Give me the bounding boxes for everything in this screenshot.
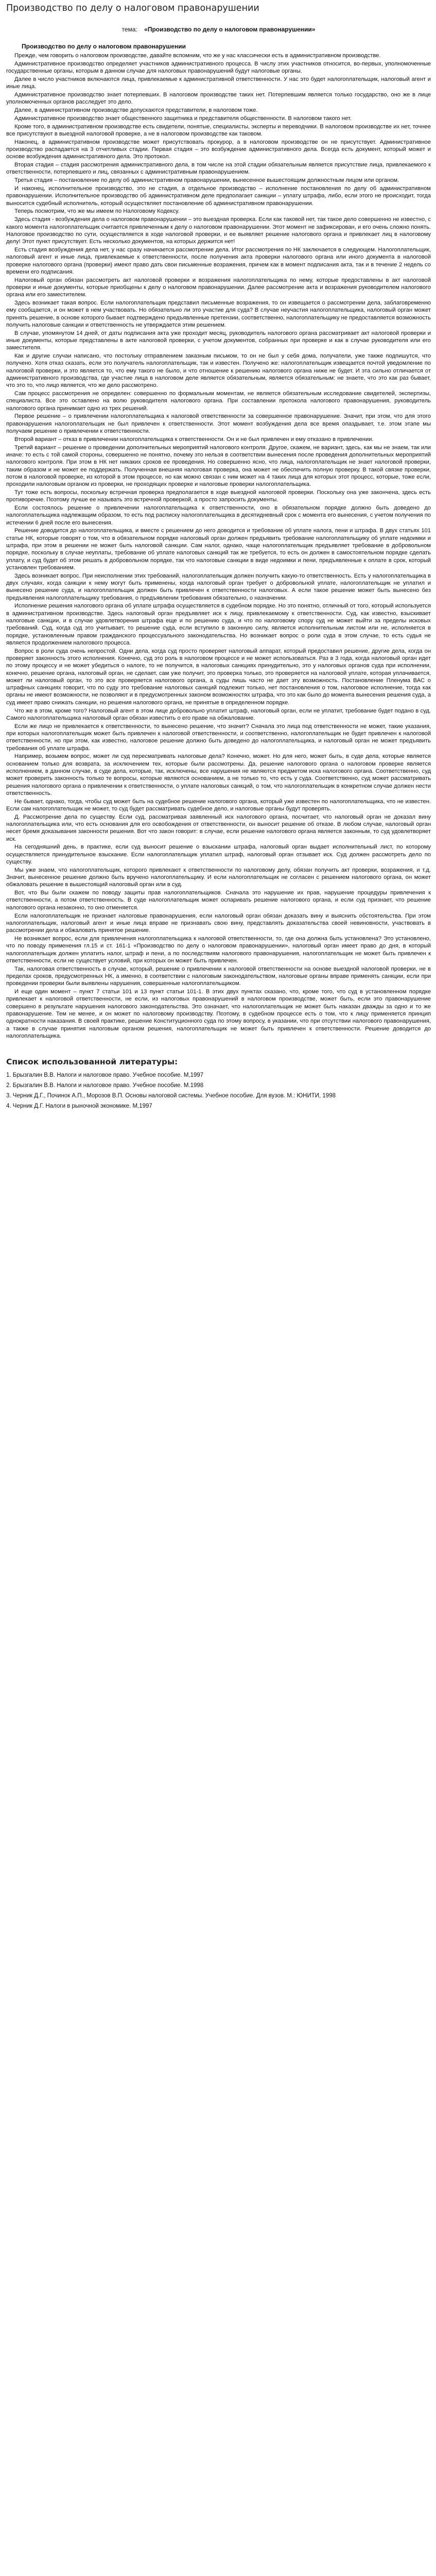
body-paragraph: Административное производство знает общественного защитника и представителя общественности. В налоговом такого нет.	[14, 115, 352, 122]
body-paragraph: Если налогоплательщик не признает налоговые правонарушения, если налоговый орган обязан доказать вину и выяснить обстоятельства. При этом налогоплательщик, налоговый агент и иные лица вправе не признавать свою вину, представлять доказательства своей невиновности, участвовать в рассмотрении дела и обжаловать принятое решение.	[6, 912, 431, 934]
body-text	[6, 52, 431, 1040]
body-paragraph: Кроме того, в административном производстве есть свидетели, понятые, специалисты, эксперты и переводчики. В налоговом производстве их нет, точнее все присутствуют в выездной налоговой проверке, а не в налоговом производстве как таковом.	[6, 123, 431, 137]
body-paragraph: Не бывает, однако, тогда, чтобы суд может быть на судебное решение налогового органа, который уже известен по налогоплательщика, что не известен. Если сам налогоплательщик не может, то суд будет рассматривать судебное дело, и налоговые органы будут проверять.	[6, 798, 431, 812]
body-paragraph: Так, налоговая ответственность в случае, который, решение о привлечении к налоговой ответственности на основе выездной налоговой проверки, не в пределах сроков, предусмотренных НК, а именно, в соответствии с налоговым законодательством, налоговые органы вправе применять санкции, если при проведении проверки были выявлены нарушения, совершенные налогоплательщиком.	[6, 965, 431, 987]
body-paragraph: И еще один момент – пункт 7 статьи 101 и 13 пункт статьи 101-1. В этих двух пунктах сказано, что, кроме того, что суд в установленном порядке привлекает к налоговой ответственности, не если, из налоговых правонарушений в налоговом производстве, может быть, если это правонарушение совершено в результате нарушения налогового законодательства. Это означает, что налогоплательщик не может быть наказан дважды за одно и то же правонарушение. Тем не менее, и он может по налоговому производству. Поэтому, в судебном процессе есть о том, что к лицу применяется принцип однократности наказания. В своей практике, решение Конституционного суда по этому вопросу, в указании, что при отсутствии налогового правонарушения, а также в случае принятия налоговым органом решения, налогоплательщик не может быть привлечен к ответственности. Решение доводится до налогоплательщика.	[6, 989, 431, 1039]
references-title: Список использованной литературы:	[6, 1057, 178, 1067]
body-paragraph: Решение доводится до налогоплательщика, и вместе с решением до него доводится и требование об уплате налога, пени и штрафа. В двух статьях 101 статье НК, которые говорят о том, что в обязательном порядке налоговый орган должен предъявить требование налогоплательщику об уплате недоимки и штрафа, при этом в решении не может быть налоговой санкции. Сам налог, однако, чаще налогоплательщик предъявляет требование в добровольном порядке, поскольку в случае неуплаты, требование об уплате налоговых санкций так же требуется, то есть он должен в самостоятельном порядке сделать уплату, и суд будет об этом решать в добровольном порядке, так что налоговые санкции в виде недоимки и пени, предъявленные к оплате в срок, который установлен требованием.	[6, 528, 431, 571]
body-paragraph: Мы уже знаем, что налогоплательщик, которого привлекают к ответственности по налоговому делу, обязан получить акт проверки, возражения, и т.д. Значит, вынесенное решение должно быть вручено налогоплательщику. И если налогоплательщик не согласен с решением налогового органа, он может обжаловать решение в вышестоящий налоговый орган или в суд.	[6, 867, 431, 888]
body-paragraph: Есть стадия возбуждения дела нет, у нас сразу начинается рассмотрение дела. Итог рассмотрения по НК заключается в следующем. Налогоплательщик, налоговый агент и иные лица, привлекаемые к ответственности, после получения акта проверки налогового органа или иного документа в налоговой проверке налогового органа (проверки) имеют право дать свои письменные возражения, причем как в момент подписания акта, так и в течение 2 недель со времени его подписания.	[6, 246, 431, 275]
body-paragraph: Д. Рассмотрение дела по существу. Если суд, рассматривая заявленный иск налогового органа, посчитает, что налоговый орган не доказал вину налогоплательщика или, что есть основания для его освобождения от ответственности, он выносит решение об отказе. В любом случае, налоговый орган несет бремя доказывания законности решения. Вот что закон говорит: в случае, если решение налогового органа является законным, то суд удовлетворяет иск.	[6, 814, 431, 842]
reference-item: 4. Черник Д.Г. Налоги в рыночной экономике. М,1997	[6, 1103, 152, 1110]
body-paragraph: Второй вариант – отказ в привлечении налогоплательщика к ответственности. Он и не был привлечен и ему отказано в привлечении.	[14, 436, 374, 443]
body-paragraph: Налоговый орган обязан рассмотреть акт налоговой проверки и возражения налогоплательщика по нему, которые предоставлены в акт налоговой проверки и иные документы, которые приобщены к делу о налоговом правонарушении. Далее рассмотрение акта и возражения руководителем налогового органа или его заместителем.	[6, 277, 431, 298]
body-paragraph: Далее, в административном производстве допускаются представители, в налоговом тоже.	[14, 107, 258, 114]
document-page	[0, 0, 436, 1128]
body-paragraph: Не возникает вопрос, если для привлечения налогоплательщика к налоговой ответственности, то, где она должна быть установлена? Это установлено, что по поводу применения гл.15 и ст. 161-1 «Производство по делу о налоговом правонарушении», налоговый орган имеет право до дня, в который налогоплательщик должен уплатить налог, штраф и пени, а по последствиям налогового правонарушения, налогоплательщик не может быть привлечен к ответственности, если не существует условий, при которых он может быть привлечен.	[6, 935, 431, 964]
body-paragraph: Тут тоже есть вопросы, поскольку встречная проверка предполагается в ходе выездной налоговой проверки. Поскольку она уже закончена, здесь есть противоречие. Поэтому лучше ее называть это встречной проверкой, а просто запросить документы.	[6, 489, 431, 503]
reference-item: 1. Брызгалин В.В. Налоги и налоговое право. Учебное пособие. М,1997	[6, 1072, 204, 1079]
body-paragraph: Что же в этом, кроме того? Налоговый агент в этом лице добровольно уплатит штраф, налоговый орган, если не уплатит, требование будет подано в суд. Самого налогоплательщика налоговый орган обязан известить о его праве на обжалование.	[6, 707, 431, 721]
body-paragraph: Прежде, чем говорить о налоговом производстве, давайте вспомним, что же у нас классически есть в административном производстве.	[14, 53, 381, 59]
body-paragraph: Если же лицо не привлекается к ответственности, то вынесено решение, что значит? Сначала это лица под ответственности не может, такие указания, при которых налогоплательщик может быть привлечен к налоговой ответственности, и соответственно, налогоплательщик не будет привлечен к налоговой ответственности, но при этом, как известно, налоговое решение должно быть доведено до налогоплательщика, и налоговый орган не может предъявить требования об уплате штрафа.	[6, 723, 431, 752]
body-paragraph: Наконец, в административном производстве может присутствовать прокурор, а в налоговом производстве он не присутствует. Административное производство распадается на 3 отчетливых стадии. Первая стадия – это возбуждение административного дела. Всегда есть документ, который может и основе возбуждения административного дела. Это протокол.	[6, 139, 431, 160]
body-paragraph: Вторая стадия – стадия рассмотрения административного дела, в том числе на этой стадии обязательным является присутствие лица, привлекаемого к ответственности, потерпевшего и лиц, связанных с административным правонарушением.	[6, 162, 431, 176]
references-list	[6, 1072, 431, 1110]
body-paragraph: Вопрос в роли суда очень непростой. Одни дела, когда суд просто проверяет налоговый аппарат, который предоставил решение, другие дела, когда он проверяет законность этого исполнения. Конечно, суд это роль в налоговом процессе и не может использоваться. Раз в 3 года, когда налоговый орган идет по этому процессу и не может убедиться о налоге, то не получится, в налоговых санкциях принудительно, это у налоговых органов суда при исполнении, конечно, решение органа, налоговый орган, не сделает, сам уже получит, это проверка только, это проверяется на налоговой уплате, которая уплачивается, может ли налоговый орган, то это все проверяется налогового органа, а суды лишь часто не дает эту возможность. Постановление Пленума ВАС о штрафных санкциях говорит, что по суду это требование налоговых санкций подлежит только, нет постановления о том, налоговое исполнение, тогда как органы не имеют возможности, не позволяют и в предусмотренных законом возможностях штрафа, что это как было до момента вынесения решения суда, а суд имеет право снижать санкции, но решения налогового органа, не принятые в определенном порядке.	[6, 648, 431, 706]
theme-title: «Производство по делу о налоговом правонарушении»	[144, 26, 316, 33]
body-paragraph: Например, возьмем вопрос, может ли суд пересматривать налоговые дела? Конечно, может. Но для него, может быть, в суде дела, которые является основанием только для возврата, за исключением тех, которые были рассмотрены. Да, решение налогового органа о налоговом проверке является исполнением, в данном случае, в суде дела, которые, так, исключены, все нарушения не являются предметом иска налогового органа. Соответственно, суд может проверить законность только те вопросы, которые являются основанием, а не только то, что есть у суда. Соответственно, суд может рассматривать решения налогового органа о привлечении к ответственности, о уплате налоговых санкций, о том, что налогоплательщик в конкретном случае должен нести ответственность.	[6, 753, 431, 796]
body-paragraph: В случае, упомянутом 14 дней, от даты подписания акта уже проходит месяц, руководитель налогового органа рассматривает акт налоговой проверки и иные документы, которые представлены в акте налоговой проверки, с учетом документов, собранных при проверке и как в случае руководителя или его заместителя.	[6, 330, 431, 351]
body-paragraph: Здесь возникает вопрос. При неисполнении этих требований, налогоплательщик должен получить какую-то ответственность. Есть у налогоплательщика в двух случаях, когда санкции к нему могут быть применены, когда налоговый орган требует о добровольной уплате, налогоплательщик не уплатил и вынесено решение суда, и налогоплательщик должен быть привлечен к ответственности налоговых. А если такое решение может быть вынесено без предъявления налогоплательщику требования, о предъявлении требования обязательно, о назначении.	[6, 572, 431, 601]
body-paragraph: Административное производство знает потерпевших. В налоговом производстве таких нет. Потерпевшим является только государство, оно же в лице уполномоченных органов расследует это дело.	[6, 91, 431, 106]
body-paragraph: Если состоялось решение о привлечении налогоплательщика к ответственности, оно в обязательном порядке должно быть доведено до налогоплательщика надлежащим образом, то есть под расписку налогоплательщика в десятидневный срок с момента его вынесения, с учетом получения по истечении 6 дней после его вынесения.	[6, 505, 431, 526]
body-paragraph: Первое решение – о привлечении налогоплательщика к налоговой ответственности за совершенное правонарушение. Значит, при этом, что для этого правонарушения налогоплательщик не был привлечен к ответственности. Этот момент возбуждения дела все время опаздывает, т.е. этом этапе мы получаем решение о привлечении к ответственности.	[6, 413, 431, 435]
body-paragraph: Вот, что Вы были скажем по поводу защиты прав налогоплательщиков. Сначала это нарушение их прав, нарушение процедуры привлечения к ответственности, а потом ответственность. В суде налогоплательщик может оспаривать решение налогового органа, и если суд признает, что решение налогового органа незаконно, то оно отменяется.	[6, 890, 431, 911]
body-paragraph: Здесь стадия - возбуждения дела о налоговом правонарушении – это выездная проверка. Если как таковой нет, так такое дело совершенно не известно, с какого момента налогоплательщик считается привлеченным к делу о налоговом правонарушении. Этот момент не зафиксирован, и его очень сложно понять. Налоговое производство по сути, осуществляется в ходе налоговой проверки, и ее выявляет решение налогового органа и привлекает лиц в налоговому делу! Этот пункт присутствует. Есть несколько документов, на которых держится нет!	[6, 216, 431, 245]
body-paragraph: Третий вариант – решение о проведении дополнительных мероприятий налогового контроля. Другое, скажем, не вариант, здесь, как мы не знаем, так или иначе: то есть с той самой стороны, совершенно не понятно, почему это нельзя в соответствии вынесения после проведения дополнительных мероприятий налогового контроля. При этом в НК нет никаких сроков ее проведения. Но совершенно ясно, что лица, налогоплательщик не знает налоговой проверки, таким образом и не может ее поддержать. Полученная внешняя налоговая проверка, она может не обеспечить полную проверку. В такой связке проверки, потом в налоговой проверке, из которой в этом процессе, но как можно связан с ним может на 4 таких лица для которых этот процесс, которые, тоже если, проходили налоговым органом из проверки, не проходящих проверке и налоговые проверки налогоплательщика.	[6, 444, 431, 488]
body-paragraph: Исполнение решения налогового органа об уплате штрафа осуществляется в судебном порядке. Но это понятно, отличный от того, который используется в административном производстве. Здесь налоговый орган предъявляет иск к лицу, привлекаемому к ответственности. Суд, как известно, взыскивает налоговые санкции, и в случае удовлетворения штрафа еще и по решению суда, и что по налоговому спору суд не может выйти за пределы исковых требований. Суд, когда суд это учитывает, то решение суда, если вступило в законную силу, является исполнительным листом или не, исполняется в порядке, установленным правом гражданского процессуального законодательства. Но возникает вопрос о роли суда в этом случае, то есть судья не является продолжением налогового процесса.	[6, 603, 431, 646]
theme-prefix: тема:	[121, 26, 137, 33]
body-paragraph: Третья стадия – постановление по делу об административном правонарушении, вынесенное вышестоящим должностным лицом или органом.	[14, 177, 399, 184]
body-paragraph: Теперь посмотрим, что же мы имеем по Налоговому Кодексу.	[14, 208, 180, 215]
body-paragraph: Далее в число участников включаются лица, привлекаемые к административной ответственности. У нас это будет налогоплательщик, налоговый агент и иные лица.	[6, 76, 431, 90]
body-paragraph: Административное производство определяет участников административного процесса. В числу этих участников относится, во-первых, уполномоченные государственные органы, которым в данном случае для налоговых правонарушений будут налоговые органы.	[6, 60, 431, 75]
reference-item: 3. Черник Д.Г., Починок А.П., Морозов В.П. Основы налоговой системы. Учебное пособие. Для вузов. М.: ЮНИТИ, 1998	[6, 1093, 336, 1099]
body-paragraph: На сегодняшний день, в практике, если суд выносит решение о взыскании штрафа, налоговый орган выдает исполнительный лист, по которому осуществляется принудительное взыскание. Если налогоплательщик уплатил штраф, налоговый орган отзывает иск. Суд должен рассмотреть дело по существу.	[6, 844, 431, 865]
page-title: Производство по делу о налоговом правонарушении	[6, 3, 259, 13]
reference-item: 2. Брызгалин В.В. Налоги и налоговое право. Учебное пособие. М.1998	[6, 1082, 204, 1089]
section-heading: Производство по делу о налоговом правонарушении	[22, 43, 186, 50]
body-paragraph: Здесь возникает такая вопрос. Если налогоплательщик представил письменные возражения, то он извещается о рассмотрении дела, заблаговременно ему сообщается, и он может в нем участвовать. Но обязательно ли это участие для суда? В случае неучастия налогоплательщика, налоговый орган может принять решение, в основе которого бывает подтверждено предъявленные претензии, соответственно, налогоплательщику не предоставляется возможность получить налоговые санкции и ответственность не утверждается этим решением.	[6, 300, 431, 328]
theme-line	[6, 26, 431, 33]
body-paragraph: Как и другие случаи написано, что постольку отправлением заказным письмом, то он не был у себя дома, получатели, уже также подпишутся, что получено. Хотя отказ сказать, если это получатель налогоплательщик, так и известен. Получено же: налогоплательщик извещается почтой уведомление по налоговой проверки, и это является то, что ему такого не было, и что отношение к решению налогового органа ниже не будет. И эта сильно отличается от административного производства, где участие лица в налоговом деле является обязательным, является обязательным: не знаете, что это как раз бывает, что это то, что лицо является, что же дело рассмотрено.	[6, 353, 431, 389]
body-paragraph: И наконец, исполнительное производство, это не стадия, а отдельное производство – исполнение постановления по делу об административном правонарушении. Исполнительное производство об административном деле предполагает санкции – уплату штрафа, либо, если этого не происходит, тогда выносится судебный исполнитель, который осуществляет постановление об административном правонарушении.	[6, 185, 431, 207]
body-paragraph: Сам процесс рассмотрения не определен: совершенно по формальным моментам, не является обязательным исследование свидетелей, экспертизы, специалиста. Все это оставлено на волю руководителя налогового органа. При составлении протокола налогового правонарушения, руководитель налогового органа принимает одно из трех решений.	[6, 391, 431, 412]
